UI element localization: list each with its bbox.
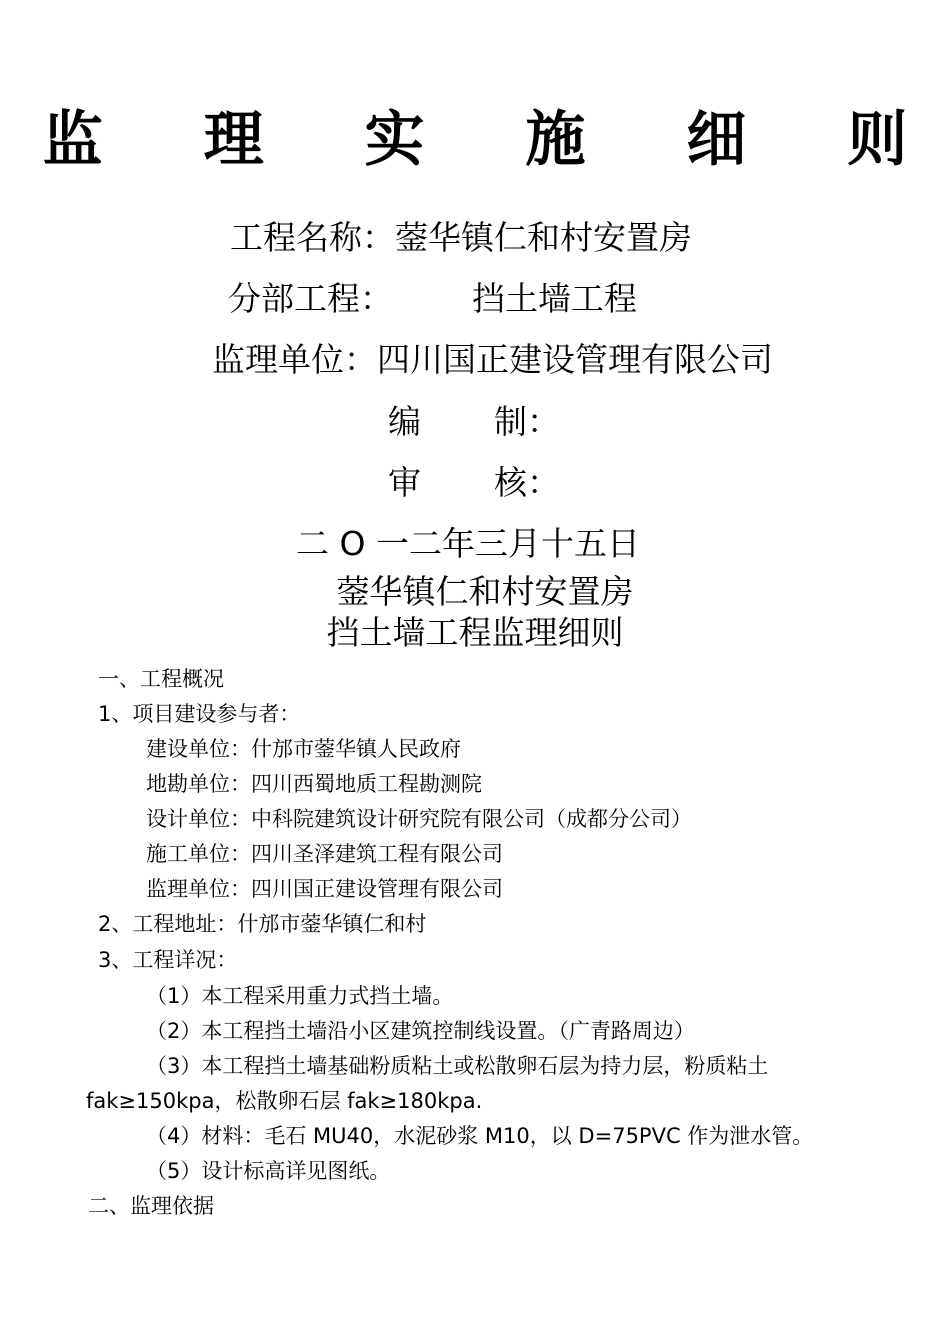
doc-title-line1: 蓥华镇仁和村安置房 <box>336 572 634 611</box>
main-title: 监 理 实 施 细 则 <box>42 105 948 175</box>
item2-address: 2、工程地址：什邡市蓥华镇仁和村 <box>98 912 427 936</box>
project-name: 工程名称：蓥华镇仁和村安置房 <box>230 218 692 257</box>
sub-project-label: 分部工程： <box>228 279 393 318</box>
item3-heading: 3、工程详况： <box>98 948 238 972</box>
reviewer-label-colon: 核： <box>494 463 560 502</box>
detail-4: （4）材料：毛石 MU40，水泥砂浆 M10，以 D=75PVC 作为泄水管。 <box>146 1124 814 1148</box>
compiler-label: 编 <box>388 402 421 441</box>
item1-heading: 1、项目建设参与者： <box>98 702 301 726</box>
participant-item: 监理单位：四川国正建设管理有限公司 <box>146 877 503 901</box>
participant-item: 建设单位：什邡市蓥华镇人民政府 <box>146 737 461 761</box>
participant-item: 施工单位：四川圣泽建筑工程有限公司 <box>146 842 503 866</box>
detail-3-line2: fak≥150kpa，松散卵石层 fak≥180kpa. <box>86 1089 483 1113</box>
section2-heading: 二、监理依据 <box>88 1194 214 1218</box>
detail-2: （2）本工程挡土墙沿小区建筑控制线设置。（广青路周边） <box>146 1019 695 1043</box>
detail-1: （1）本工程采用重力式挡土墙。 <box>146 984 454 1008</box>
doc-title-line2: 挡土墙工程监理细则 <box>326 613 624 652</box>
participant-item: 地勘单位：四川西蜀地质工程勘测院 <box>146 772 482 796</box>
participant-item: 设计单位：中科院建筑设计研究院有限公司（成都分公司） <box>146 807 692 831</box>
detail-5: （5）设计标高详见图纸。 <box>146 1159 391 1183</box>
reviewer-label: 审 <box>388 463 421 502</box>
cover-date: 二 O 一二年三月十五日 <box>296 524 640 563</box>
compiler-label-colon: 制： <box>494 402 560 441</box>
detail-3-line1: （3）本工程挡土墙基础粉质粘土或松散卵石层为持力层，粉质粘土 <box>146 1054 769 1078</box>
supervisor-unit: 监理单位：四川国正建设管理有限公司 <box>212 340 773 379</box>
section1-heading: 一、工程概况 <box>98 667 224 691</box>
sub-project-value: 挡土墙工程 <box>472 279 637 318</box>
